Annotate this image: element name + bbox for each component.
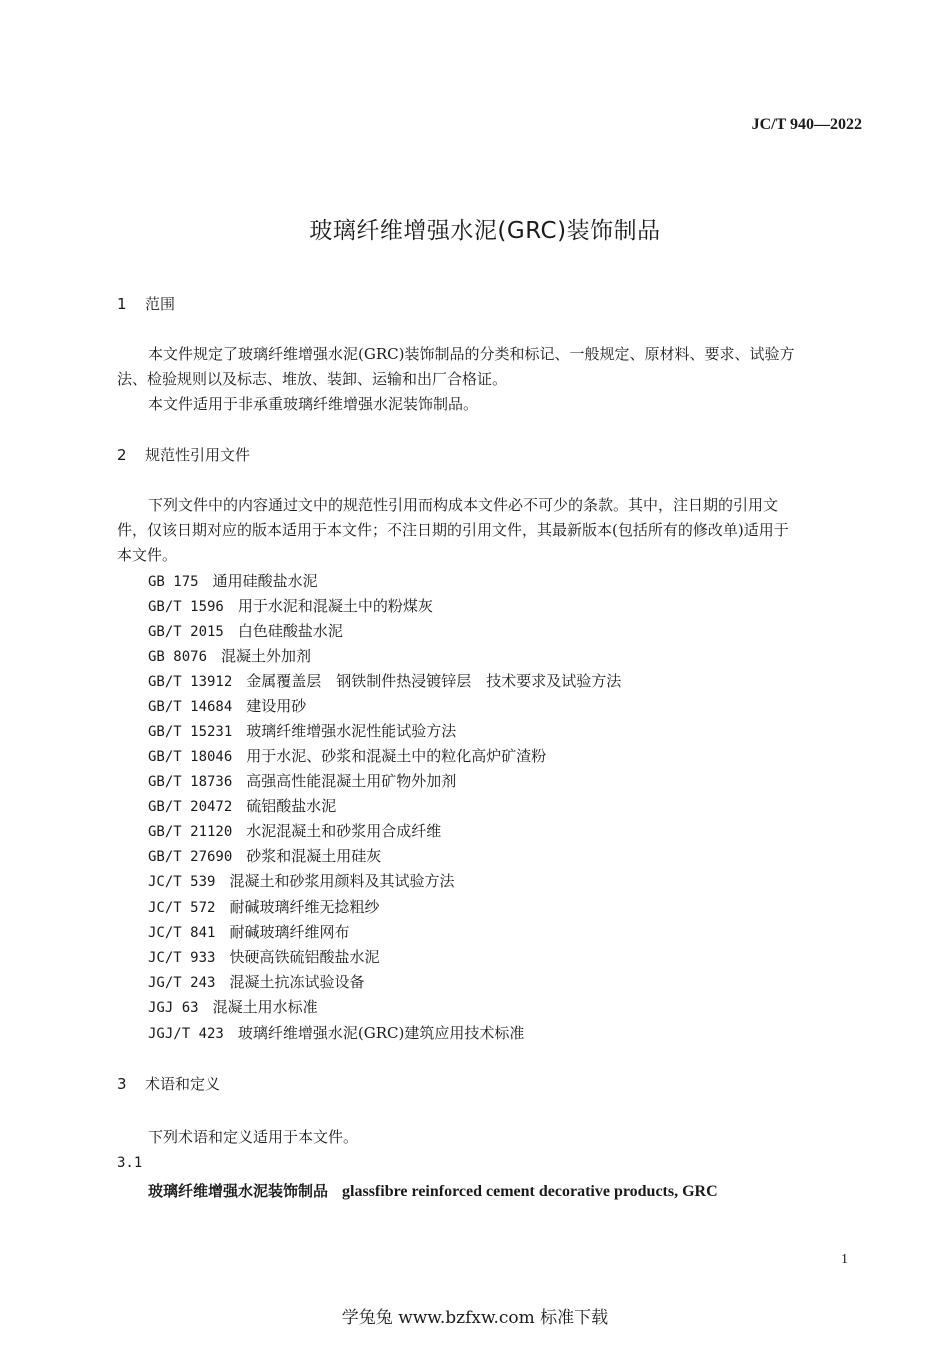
reference-item xyxy=(148,845,381,866)
reference-code: GB/T 18046 xyxy=(148,749,233,765)
page-number: 1 xyxy=(841,1252,848,1267)
standard-number: JC/T 940—2022 xyxy=(751,116,862,133)
reference-item xyxy=(148,670,621,691)
reference-code: GB/T 13912 xyxy=(148,674,233,690)
reference-item xyxy=(148,620,343,641)
section-title: 术语和定义 xyxy=(145,1075,221,1093)
term-number: 3.1 xyxy=(117,1155,143,1171)
section-1-heading xyxy=(117,293,175,314)
section-title: 范围 xyxy=(145,295,176,313)
reference-code: JC/T 841 xyxy=(148,925,216,941)
reference-code: GB/T 27690 xyxy=(148,849,233,865)
reference-item xyxy=(148,870,454,891)
document-title: 玻璃纤维增强水泥(GRC)装饰制品 xyxy=(309,218,661,244)
reference-code: GB/T 1596 xyxy=(148,599,224,615)
reference-item xyxy=(148,720,456,741)
reference-title: 耐碱玻璃纤维网布 xyxy=(229,923,350,941)
reference-item xyxy=(148,645,311,666)
section-number: 3 xyxy=(117,1075,127,1093)
reference-item xyxy=(148,896,379,917)
reference-code: GB/T 14684 xyxy=(148,699,233,715)
section-3-heading xyxy=(117,1073,220,1094)
reference-code: GB 8076 xyxy=(148,649,208,665)
section-2-intro-line-2: 件，仅该日期对应的版本适用于本文件；不注日期的引用文件，其最新版本(包括所有的修改单)适用于 xyxy=(117,521,789,539)
reference-item xyxy=(148,971,364,992)
reference-item xyxy=(148,820,441,841)
reference-title: 建设用砂 xyxy=(246,697,307,715)
reference-title: 快硬高铁硫铝酸盐水泥 xyxy=(229,948,380,966)
reference-code: GB/T 20472 xyxy=(148,799,233,815)
section-2-intro-line-3: 本文件。 xyxy=(117,546,178,564)
term-english: glassfibre reinforced cement decorative products, GRC xyxy=(342,1183,718,1200)
reference-code: JC/T 572 xyxy=(148,900,216,916)
term-entry xyxy=(148,1180,718,1201)
section-1-para-2: 本文件适用于非承重玻璃纤维增强水泥装饰制品。 xyxy=(148,395,479,413)
reference-title: 金属覆盖层 钢铁制件热浸镀锌层 技术要求及试验方法 xyxy=(246,672,622,690)
reference-code: JC/T 539 xyxy=(148,874,216,890)
reference-item xyxy=(148,770,456,791)
reference-code: GB/T 21120 xyxy=(148,824,233,840)
reference-item xyxy=(148,1022,524,1043)
reference-item xyxy=(148,921,349,942)
reference-item xyxy=(148,996,318,1017)
reference-code: JG/T 243 xyxy=(148,975,216,991)
section-1-para-1-line-2: 法、检验规则以及标志、堆放、装卸、运输和出厂合格证。 xyxy=(117,370,508,388)
section-number: 2 xyxy=(117,446,127,464)
reference-title: 混凝土和砂浆用颜料及其试验方法 xyxy=(229,872,455,890)
term-chinese: 玻璃纤维增强水泥装饰制品 xyxy=(148,1182,329,1200)
reference-title: 混凝土用水标准 xyxy=(212,998,318,1016)
reference-code: GB/T 15231 xyxy=(148,724,233,740)
reference-title: 玻璃纤维增强水泥(GRC)建筑应用技术标准 xyxy=(237,1024,525,1042)
reference-title: 水泥混凝土和砂浆用合成纤维 xyxy=(246,822,442,840)
reference-code: JGJ/T 423 xyxy=(148,1026,224,1042)
footer-watermark: 学兔兔 www.bzfxw.com 标准下载 xyxy=(341,1308,609,1328)
section-title: 规范性引用文件 xyxy=(145,446,251,464)
section-2-heading xyxy=(117,444,250,465)
reference-title: 高强高性能混凝土用矿物外加剂 xyxy=(246,772,457,790)
reference-code: GB 175 xyxy=(148,574,199,590)
reference-item xyxy=(148,695,306,716)
reference-item xyxy=(148,745,546,766)
section-number: 1 xyxy=(117,295,127,313)
section-1-para-1-line-1: 本文件规定了玻璃纤维增强水泥(GRC)装饰制品的分类和标记、一般规定、原材料、要求、试验方 xyxy=(148,345,795,363)
reference-code: JGJ 63 xyxy=(148,1000,199,1016)
reference-title: 用于水泥、砂浆和混凝土中的粒化高炉矿渣粉 xyxy=(246,747,547,765)
reference-item xyxy=(148,946,379,967)
reference-title: 硫铝酸盐水泥 xyxy=(246,797,337,815)
reference-title: 砂浆和混凝土用硅灰 xyxy=(246,847,382,865)
reference-title: 耐碱玻璃纤维无捻粗纱 xyxy=(229,898,380,916)
reference-title: 用于水泥和混凝土中的粉煤灰 xyxy=(237,597,433,615)
section-3-intro: 下列术语和定义适用于本文件。 xyxy=(148,1128,359,1146)
reference-item xyxy=(148,570,318,591)
reference-title: 通用硅酸盐水泥 xyxy=(212,572,318,590)
reference-title: 玻璃纤维增强水泥性能试验方法 xyxy=(246,722,457,740)
reference-item xyxy=(148,795,336,816)
reference-item xyxy=(148,595,433,616)
reference-code: GB/T 18736 xyxy=(148,774,233,790)
reference-code: JC/T 933 xyxy=(148,950,216,966)
reference-code: GB/T 2015 xyxy=(148,624,224,640)
reference-title: 混凝土抗冻试验设备 xyxy=(229,973,365,991)
reference-title: 混凝土外加剂 xyxy=(221,647,312,665)
reference-title: 白色硅酸盐水泥 xyxy=(237,622,343,640)
section-2-intro-line-1: 下列文件中的内容通过文中的规范性引用而构成本文件必不可少的条款。其中，注日期的引用文 xyxy=(148,496,779,514)
